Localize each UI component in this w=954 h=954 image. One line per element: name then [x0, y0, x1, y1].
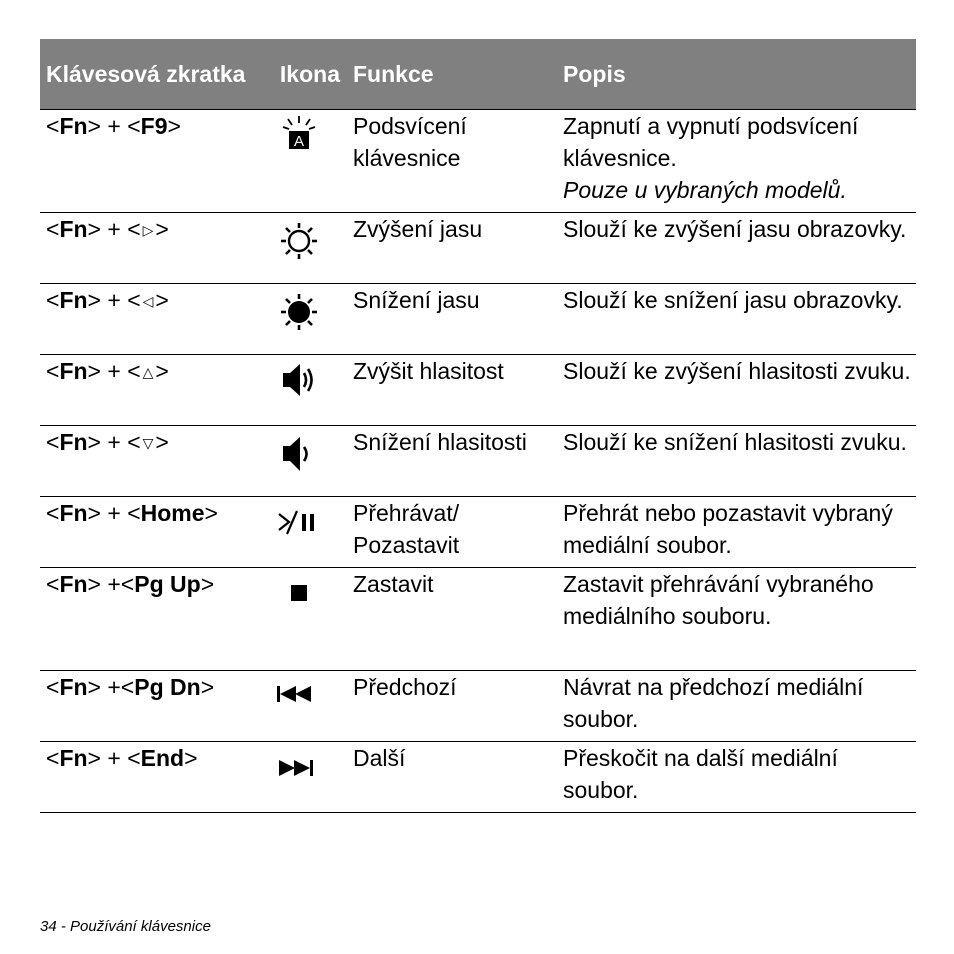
volume-down-icon — [277, 430, 321, 474]
icon-cell — [251, 568, 347, 671]
brightness-up-icon — [277, 217, 321, 261]
function-cell: Předchozí — [347, 671, 557, 742]
description-cell: Slouží ke snížení hlasitosti zvuku. — [557, 426, 916, 497]
shortcut-cell: <Fn> + < ▷> — [40, 213, 251, 284]
table-row — [40, 284, 916, 355]
table-row — [40, 426, 916, 497]
next-track-icon — [274, 746, 324, 786]
shortcut-cell: <Fn> + < ▽> — [40, 426, 251, 497]
model-note: Pouze u vybraných modelů. — [563, 177, 847, 203]
shortcut-cell: <Fn> + <F9> — [40, 110, 251, 213]
table-row — [40, 497, 916, 568]
function-cell: Další — [347, 742, 557, 813]
table-row — [40, 671, 916, 742]
function-cell: Přehrávat/ Pozastavit — [347, 497, 557, 568]
description-cell: Slouží ke zvýšení jasu obrazovky. — [557, 213, 916, 284]
description-cell: Přehrát nebo pozastavit vybraný mediální soubor. — [557, 497, 916, 568]
brightness-down-icon — [277, 288, 321, 332]
shortcut-cell: <Fn> + < ◁> — [40, 284, 251, 355]
description-cell: Návrat na předchozí mediální soubor. — [557, 671, 916, 742]
table-row — [40, 742, 916, 813]
header-description: Popis — [557, 39, 916, 110]
shortcut-cell: <Fn> +<Pg Dn> — [40, 671, 251, 742]
header-function: Funkce — [347, 39, 557, 110]
icon-cell — [251, 213, 347, 284]
table-row — [40, 110, 916, 213]
header-shortcut: Klávesová zkratka — [40, 39, 251, 110]
function-cell: Zastavit — [347, 568, 557, 671]
play-pause-icon — [275, 501, 323, 541]
shortcut-table — [40, 39, 916, 813]
function-cell: Snížení jasu — [347, 284, 557, 355]
page-footer: 34 - Používání klávesnice — [40, 918, 211, 935]
icon-cell — [251, 110, 347, 213]
table-header-row — [40, 39, 916, 110]
function-cell: Zvýšit hlasitost — [347, 355, 557, 426]
icon-cell — [251, 671, 347, 742]
up-arrow-key-icon: △ — [142, 364, 154, 380]
stop-icon — [279, 572, 319, 608]
function-cell: Snížení hlasitosti — [347, 426, 557, 497]
svg-text:A: A — [293, 133, 305, 150]
description-cell: Zastavit přehrávání vybraného mediálního souboru. — [557, 568, 916, 671]
previous-track-icon — [274, 675, 324, 711]
header-icon: Ikona — [251, 39, 347, 110]
function-cell: Podsvícení klávesnice — [347, 110, 557, 213]
function-cell: Zvýšení jasu — [347, 213, 557, 284]
right-arrow-key-icon: ▷ — [142, 222, 154, 238]
left-arrow-key-icon: ◁ — [142, 293, 154, 309]
table-row — [40, 568, 916, 671]
description-cell: Přeskočit na další mediální soubor. — [557, 742, 916, 813]
description-cell: Slouží ke zvýšení hlasitosti zvuku. — [557, 355, 916, 426]
shortcut-cell: <Fn> + <Home> — [40, 497, 251, 568]
icon-cell — [251, 742, 347, 813]
icon-cell — [251, 284, 347, 355]
keyboard-backlight-icon — [279, 114, 319, 154]
description-cell: Slouží ke snížení jasu obrazovky. — [557, 284, 916, 355]
table-row — [40, 355, 916, 426]
shortcut-cell: <Fn> +<Pg Up> — [40, 568, 251, 671]
volume-up-icon — [277, 359, 321, 399]
icon-cell — [251, 426, 347, 497]
shortcut-cell: <Fn> + <End> — [40, 742, 251, 813]
down-arrow-key-icon: ▽ — [142, 435, 154, 451]
shortcut-cell: <Fn> + < △> — [40, 355, 251, 426]
description-cell: Zapnutí a vypnutí podsvícení klávesnice. Pouze u vybraných modelů. — [557, 110, 916, 213]
icon-cell — [251, 355, 347, 426]
table-row — [40, 213, 916, 284]
icon-cell — [251, 497, 347, 568]
